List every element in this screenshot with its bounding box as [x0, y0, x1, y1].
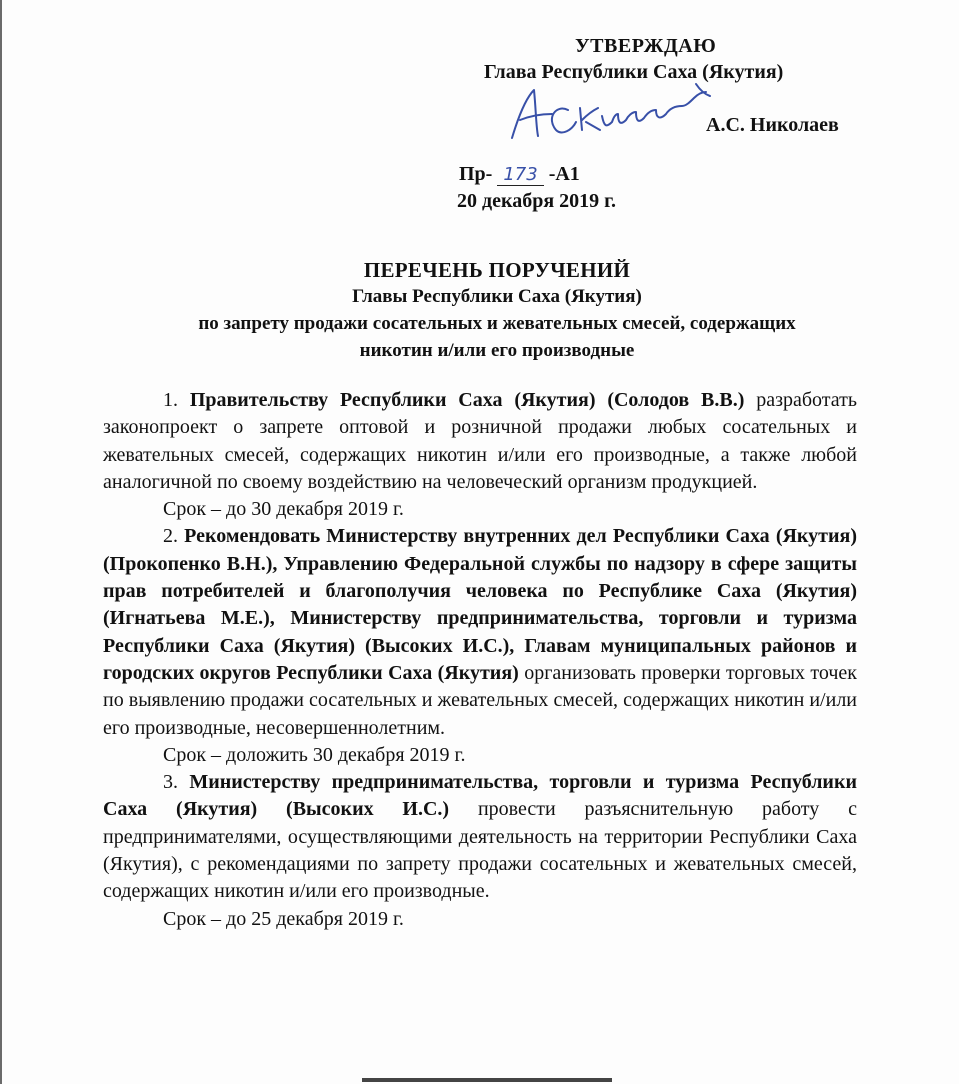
document-subtitle-1: Главы Республики Саха (Якутия)	[352, 286, 642, 307]
item-1-addressee: Правительству Республики Саха (Якутия) (Солодов В.В.)	[189, 389, 745, 411]
approval-title: УТВЕРЖДАЮ	[575, 35, 717, 57]
order-suffix: -А1	[548, 163, 580, 185]
item-3-text: провести разъяснительную работу с предпринимателями, осуществляющими деятельность на территории Республики Саха (Якутия), с рекомендациями по запрету продажи сосательных и жевательных смесей, содержащих никотин и/или его производные.	[103, 798, 858, 903]
item-1-paragraph	[103, 387, 857, 496]
signature-image	[490, 70, 720, 150]
order-prefix: Пр-	[459, 163, 493, 185]
page-bottom-edge	[362, 1078, 612, 1082]
item-2-paragraph	[103, 523, 857, 741]
item-3-deadline: Срок – до 25 декабря 2019 г.	[163, 907, 404, 930]
document-subtitle-3: никотин и/или его производные	[359, 340, 635, 361]
item-2-addressee: Рекомендовать Министерству внутренних дел Республики Саха (Якутия) (Прокопенко В.Н.), Управлению Федеральной службы по надзору в сфере защиты прав потребителей и благополучия человека по Республике Саха (Якутия) (Игнатьева М.Е.), Министерству предпринимательства, торговли и туризма Республики Саха (Якутия) (Высоких И.С.), Главам муниципальных районов и городских округов Республики Саха (Якутия)	[103, 525, 857, 684]
item-3-number: 3.	[163, 771, 178, 794]
document-title: ПЕРЕЧЕНЬ ПОРУЧЕНИЙ	[363, 258, 631, 282]
order-date: 20 декабря 2019 г.	[457, 190, 616, 212]
document-body	[103, 387, 857, 933]
order-number	[459, 162, 580, 186]
item-2-number: 2.	[163, 525, 178, 548]
item-1-number: 1.	[163, 389, 178, 411]
item-2-deadline: Срок – доложить 30 декабря 2019 г.	[163, 743, 466, 766]
item-3-paragraph	[103, 769, 857, 905]
document-subtitle-2: по запрету продажи сосательных и жевательных смесей, содержащих	[198, 313, 796, 334]
item-1-deadline: Срок – до 30 декабря 2019 г.	[163, 498, 404, 521]
approval-name: А.С. Николаев	[706, 114, 839, 136]
approval-post: Глава Республики Саха (Якутия)	[484, 61, 784, 83]
item-2-text: организовать проверки торговых точек по выявлению продажи сосательных и жевательных смесей, содержащих никотин и/или его производные, несовершеннолетним.	[103, 661, 858, 739]
item-3-addressee: Министерству предпринимательства, торговли и туризма Республики Саха (Якутия) (Высоких И.С.)	[103, 771, 857, 821]
item-1-text: разработать законопроект о запрете оптовой и розничной продажи любых сосательных и жевательных смесей, содержащих никотин и/или его производные, а также любой аналогичной по своему воздействию на человеческий организм продукцией.	[103, 389, 857, 493]
order-handwritten-number: 173	[497, 165, 543, 186]
